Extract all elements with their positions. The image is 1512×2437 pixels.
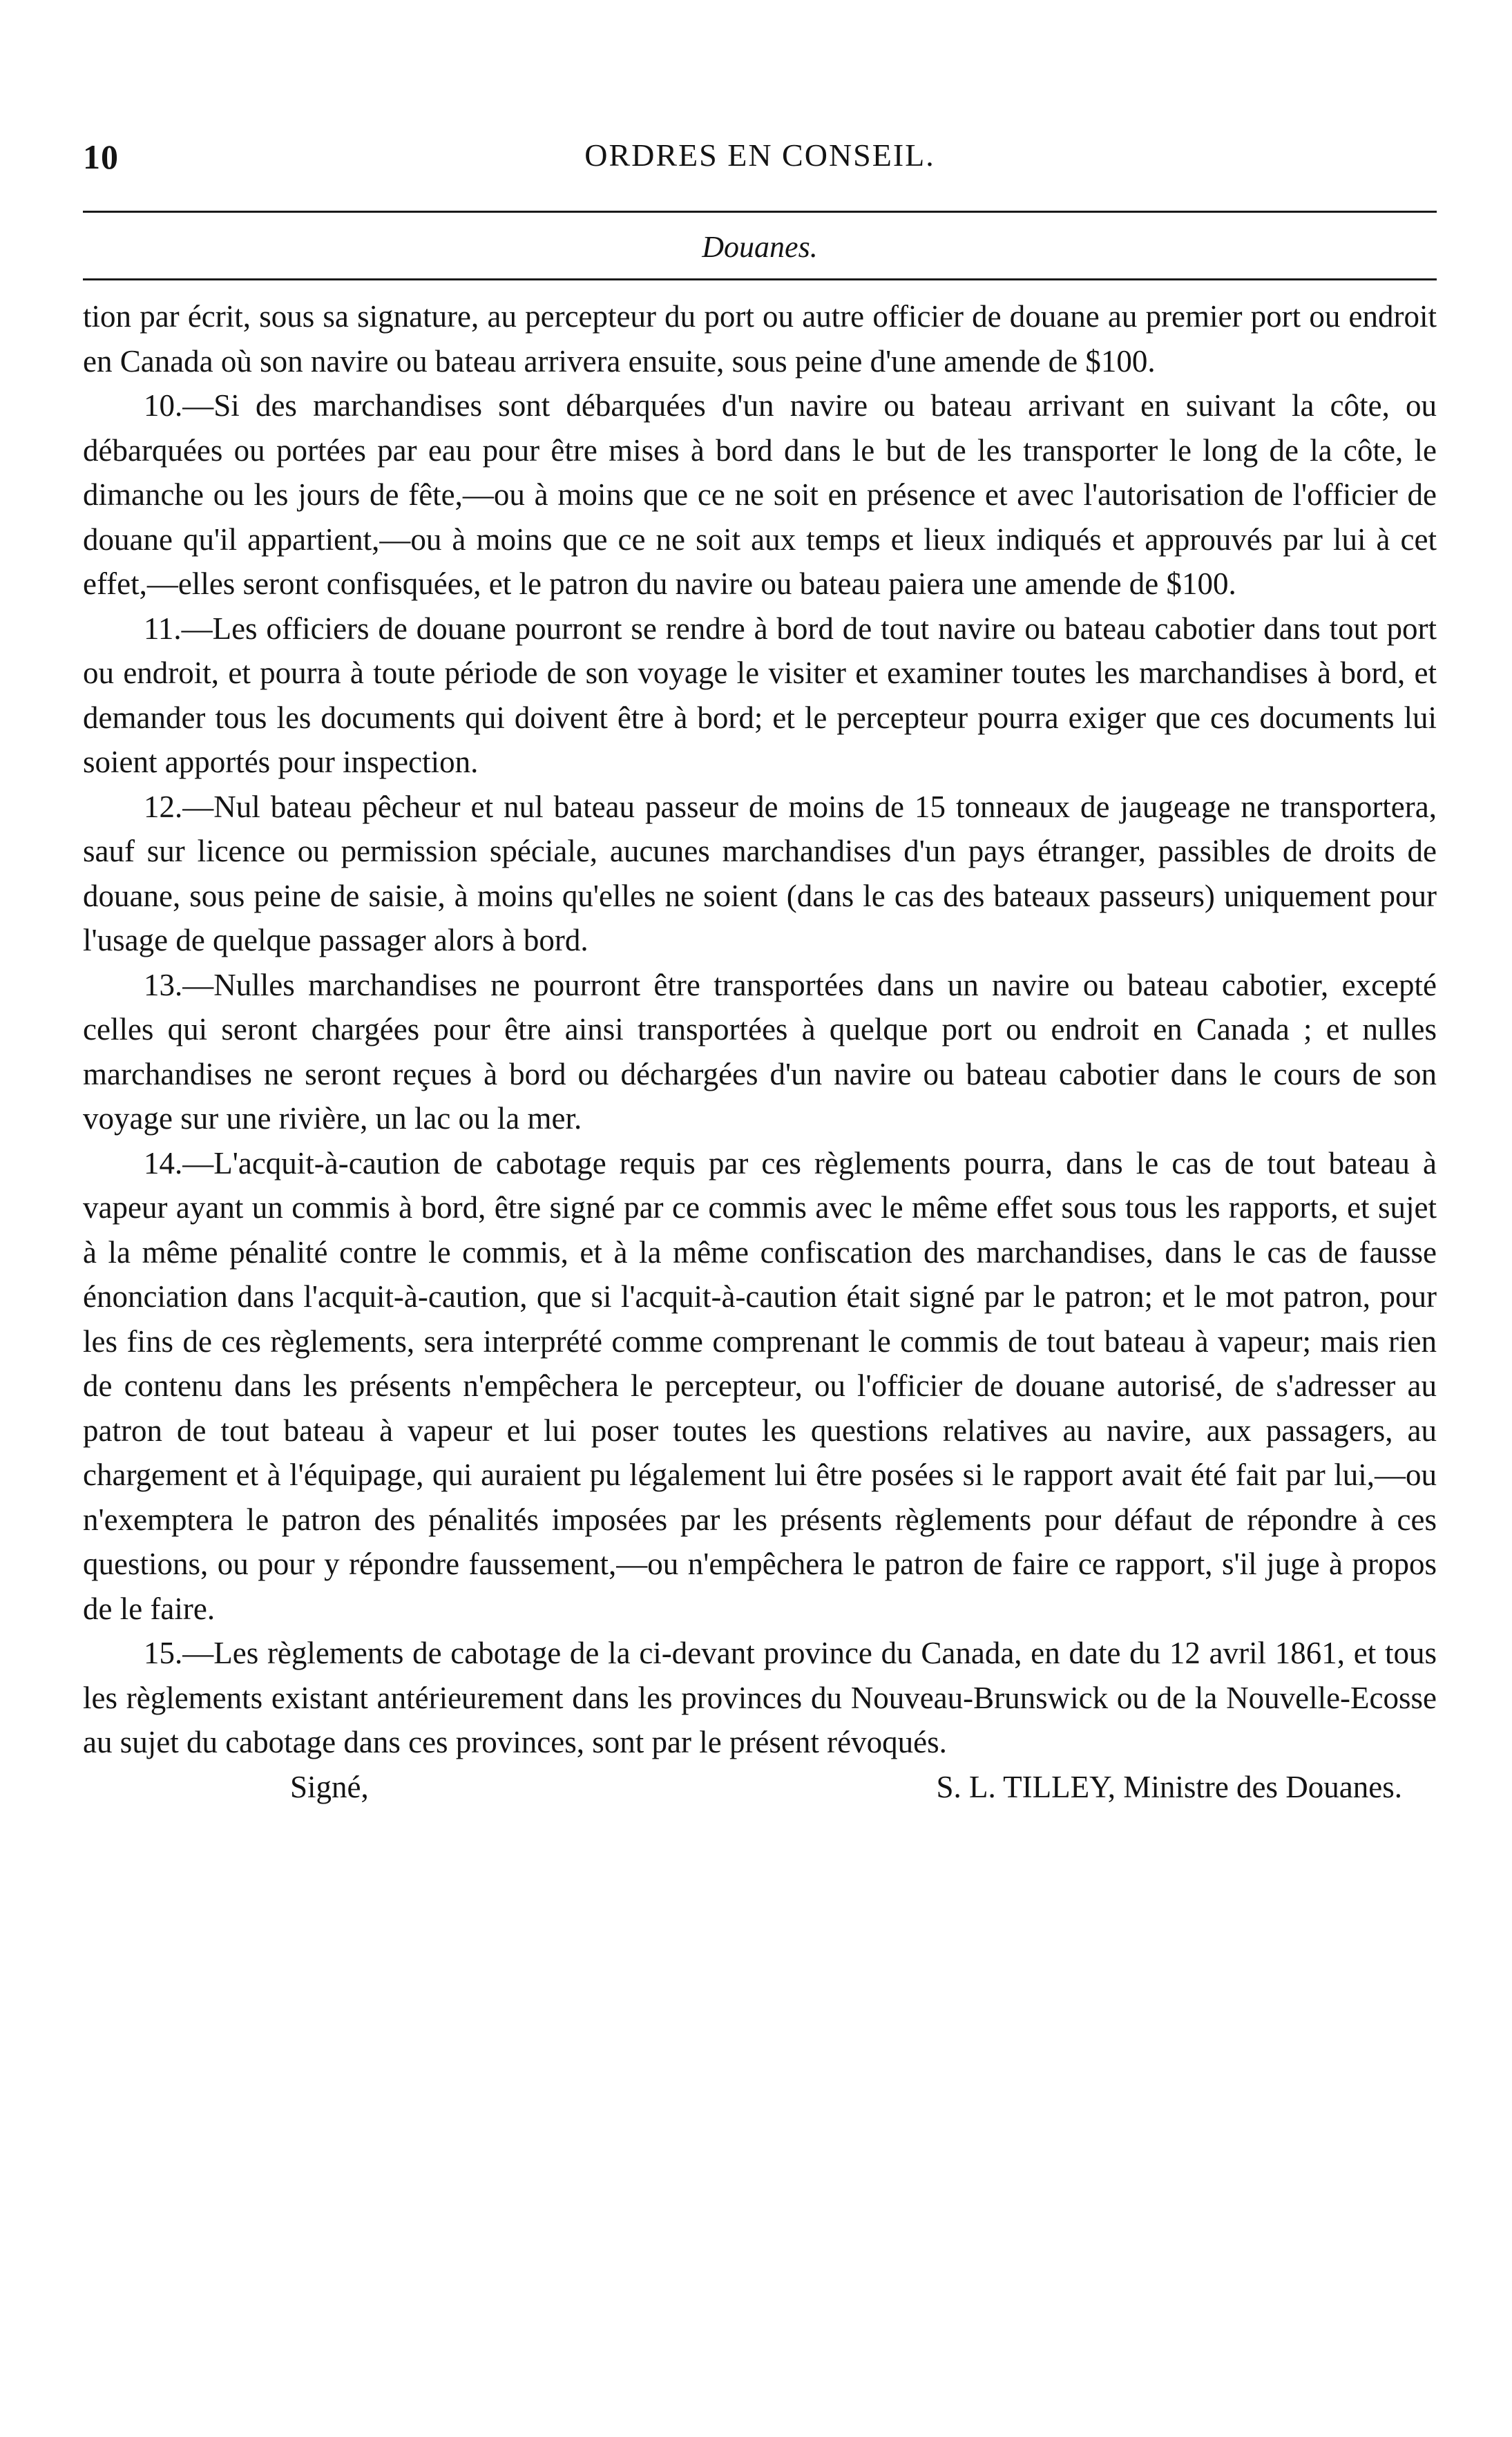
signature-block bbox=[83, 1765, 1437, 1810]
paragraph-article-15: 15.—Les règlements de cabotage de la ci-devant province du Canada, en date du 12 avril 1861, et tous les règlements existant antérieurement dans les provinces du Nouveau-Brunswick ou de la Nouvelle-Ecosse au sujet du cabotage dans ces provinces, sont par le présent révoqués. bbox=[83, 1636, 1437, 1759]
signature-label: Signé, bbox=[290, 1769, 369, 1804]
running-header bbox=[83, 124, 1437, 180]
header-rule-bottom bbox=[83, 278, 1437, 280]
paragraph-article-10: 10.—Si des marchandises sont débarquées d'un navire ou bateau arrivant en suivant la côte, ou débarquées ou portées par eau pour être mises à bord dans le but de les transporter le long de la côte, le dimanche ou les jours de fête,—ou à moins que ce ne soit en présence et avec l'autorisation de l'officier de douane qu'il appartient,—ou à moins que ce ne soit aux temps et lieux indiqués et approuvés par lui à cet effet,—elles seront confisquées, et le patron du navire ou bateau paiera une amende de $100. bbox=[83, 388, 1437, 601]
page-number: 10 bbox=[83, 137, 119, 176]
signatory-name: S. L. TILLEY, Ministre des Douanes. bbox=[936, 1769, 1402, 1804]
paragraph-article-13: 13.—Nulles marchandises ne pourront être transportées dans un navire ou bateau cabotier, excepté celles qui seront chargées pour être ainsi transportées à quelque port ou endroit en Canada ; et nulles marchandises ne seront reçues à bord ou déchargées d'un navire ou bateau cabotier dans le cours de son voyage sur une rivière, un lac ou la mer. bbox=[83, 967, 1437, 1136]
header-title: ORDRES EN CONSEIL. bbox=[584, 137, 935, 173]
paragraph-continuation: tion par écrit, sous sa signature, au percepteur du port ou autre officier de douane au premier port ou endroit en Canada où son navire ou bateau arrivera ensuite, sous peine d'une amende de $100. bbox=[83, 299, 1437, 379]
document-page bbox=[83, 124, 1437, 1809]
body-text bbox=[83, 294, 1437, 1765]
section-title: Douanes. bbox=[702, 230, 818, 264]
header-rule-top bbox=[83, 211, 1437, 213]
paragraph-article-14: 14.—L'acquit-à-caution de cabotage requis par ces règlements pourra, dans le cas de tout bateau à vapeur ayant un commis à bord, être signé par ce commis avec le même effet sous tous les rapports, et sujet à la même pénalité contre le commis, et à la même confiscation des marchandises, dans le cas de fausse énonciation dans l'acquit-à-caution, que si l'acquit-à-caution était signé par le patron; et le mot patron, pour les fins de ces règlements, sera interprété comme comprenant le commis de tout bateau à vapeur; mais rien de contenu dans les présents n'empêchera le percepteur, ou l'officier de douane autorisé, de s'adresser au patron de tout bateau à vapeur et lui poser toutes les questions relatives au navire, aux passagers, au chargement et à l'équipage, qui auraient pu légalement lui être posées si le rapport avait été fait par lui,—ou n'exemptera le patron des pénalités imposées par les présents règlements pour défaut de répondre à ces questions, ou pour y répondre faussement,—ou n'empêchera le patron de faire ce rapport, s'il juge à propos de le faire. bbox=[83, 1145, 1437, 1626]
paragraph-article-12: 12.—Nul bateau pêcheur et nul bateau passeur de moins de 15 tonneaux de jaugeage ne transportera, sauf sur licence ou permission spéciale, aucunes marchandises d'un pays étranger, passibles de droits de douane, sous peine de saisie, à moins qu'elles ne soient (dans le cas des bateaux passeurs) uniquement pour l'usage de quelque passager alors à bord. bbox=[83, 789, 1437, 957]
paragraph-article-11: 11.—Les officiers de douane pourront se rendre à bord de tout navire ou bateau cabotier dans tout port ou endroit, et pourra à toute période de son voyage le visiter et examiner toutes les marchandises à bord, et demander tous les documents qui doivent être à bord; et le percepteur pourra exiger que ces documents lui soient apportés pour inspection. bbox=[83, 611, 1437, 779]
